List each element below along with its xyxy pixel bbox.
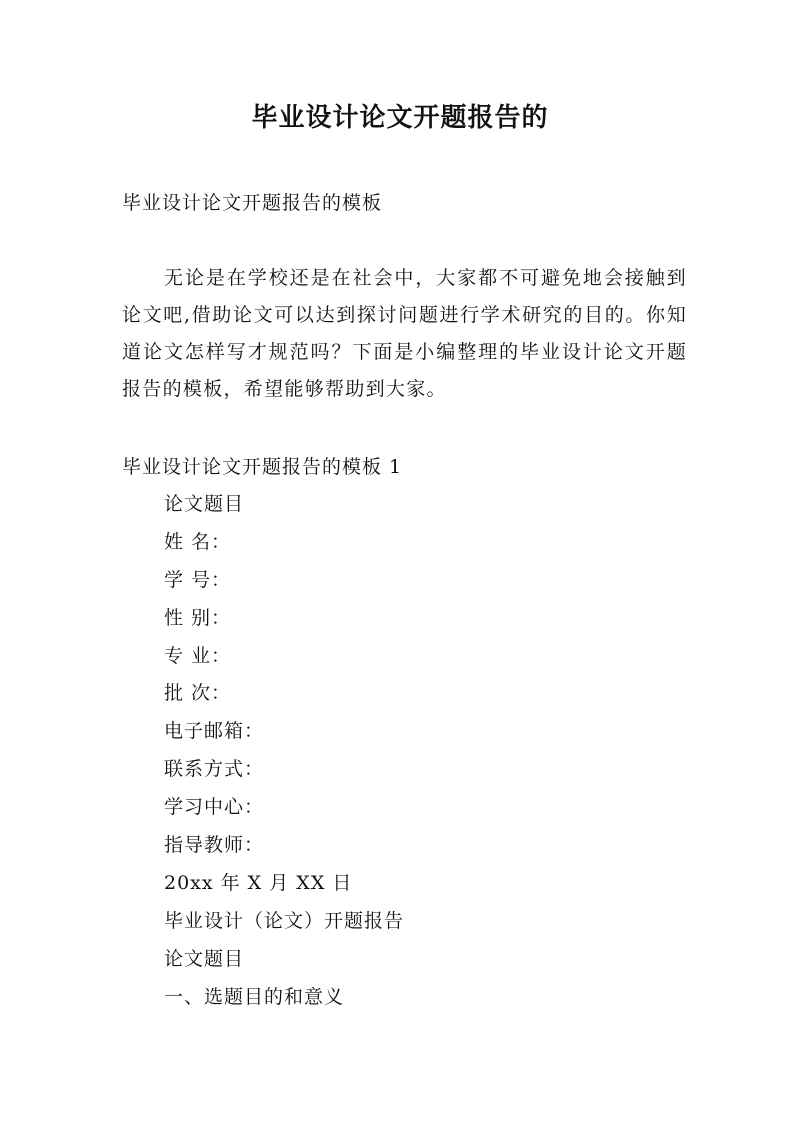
field-date: 20xx 年 X 月 XX 日	[164, 871, 353, 894]
field-major: 专 业：	[164, 644, 232, 667]
form-field-list	[164, 489, 404, 1019]
field-name: 姓 名：	[164, 530, 232, 553]
field-advisor: 指导教师：	[164, 834, 265, 857]
field-batch: 批 次：	[164, 682, 232, 705]
field-thesis-title: 论文题目	[164, 493, 245, 515]
field-student-id: 学 号：	[164, 568, 232, 591]
intro-paragraph: 无论是在学校还是在社会中，大家都不可避免地会接触到论文吧,借助论文可以达到探讨问题进行学术研究的目的。你知道论文怎样写才规范吗？下面是小编整理的毕业设计论文开题报告的模板，希望能够帮助到大家。	[122, 267, 687, 400]
document-title: 毕业设计论文开题报告的	[251, 103, 549, 133]
field-thesis-title-2: 论文题目	[164, 947, 245, 970]
field-gender: 性 别：	[164, 606, 232, 629]
section-one-heading: 一、选题目的和意义	[164, 985, 345, 1008]
report-heading: 毕业设计（论文）开题报告	[164, 909, 405, 932]
field-contact: 联系方式：	[164, 758, 265, 781]
field-email: 电子邮箱：	[164, 720, 265, 743]
document-subtitle: 毕业设计论文开题报告的模板	[122, 192, 383, 214]
section-heading: 毕业设计论文开题报告的模板 1	[122, 456, 403, 478]
field-study-center: 学习中心：	[164, 796, 265, 819]
